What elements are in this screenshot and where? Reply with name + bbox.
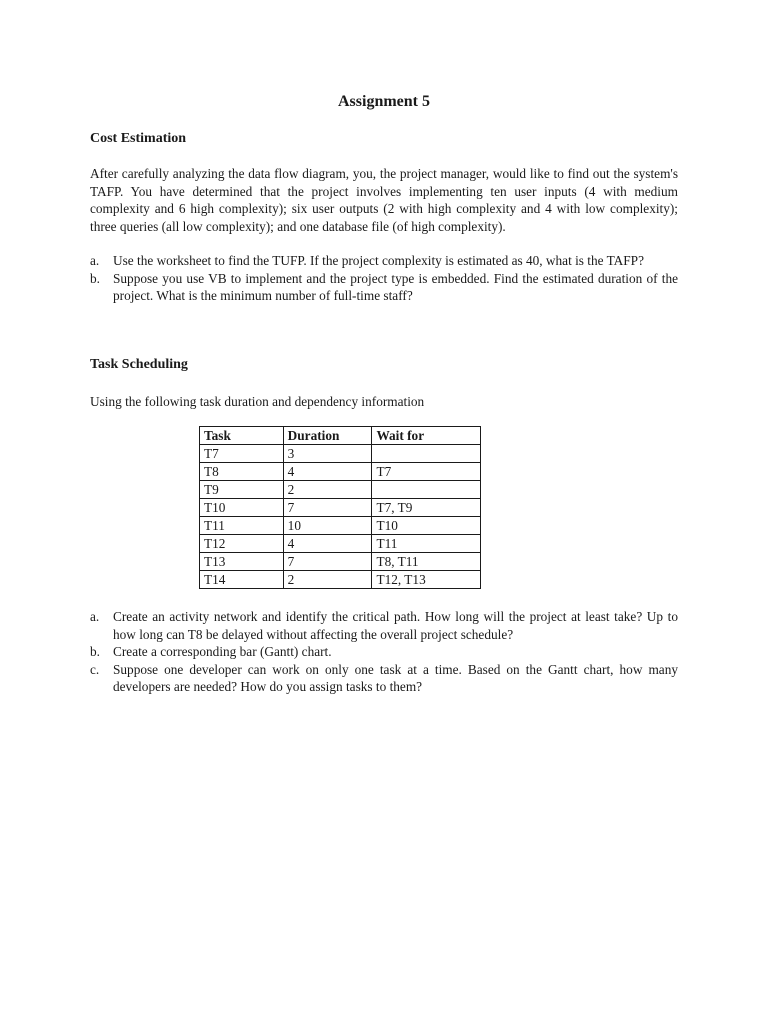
list-marker: c. bbox=[90, 661, 100, 677]
list-marker: b. bbox=[90, 644, 100, 659]
task-cell: T13 bbox=[200, 553, 284, 571]
duration-cell: 7 bbox=[283, 499, 372, 517]
wait-for-cell: T10 bbox=[372, 517, 481, 535]
list-marker: b. bbox=[90, 270, 100, 286]
table-row bbox=[200, 463, 481, 481]
page-title: Assignment 5 bbox=[337, 93, 430, 110]
question-item bbox=[90, 661, 678, 696]
wait-for-cell: T7, T9 bbox=[372, 499, 481, 517]
table-row bbox=[200, 517, 481, 535]
task-cell: T7 bbox=[200, 445, 284, 463]
list-marker: a. bbox=[90, 253, 100, 268]
wait-for-cell: T11 bbox=[372, 535, 481, 553]
question-text: Create a corresponding bar (Gantt) chart. bbox=[113, 644, 332, 659]
duration-cell: 3 bbox=[283, 445, 372, 463]
list-marker: a. bbox=[90, 609, 100, 624]
question-item bbox=[90, 608, 678, 643]
duration-cell: 4 bbox=[283, 535, 372, 553]
wait-for-cell bbox=[372, 481, 481, 499]
table-header-row bbox=[200, 427, 481, 445]
duration-cell: 2 bbox=[283, 571, 372, 589]
task-cell: T11 bbox=[200, 517, 284, 535]
task-cell: T14 bbox=[200, 571, 284, 589]
section-heading-cost-estimation: Cost Estimation bbox=[90, 131, 187, 146]
duration-cell: 7 bbox=[283, 553, 372, 571]
table-row bbox=[200, 535, 481, 553]
table-row bbox=[200, 481, 481, 499]
section-heading-task-scheduling: Task Scheduling bbox=[90, 357, 188, 372]
duration-cell: 4 bbox=[283, 463, 372, 481]
table-row bbox=[200, 499, 481, 517]
question-item bbox=[90, 643, 678, 661]
table-row bbox=[200, 571, 481, 589]
question-text: Suppose you use VB to implement and the project type is embedded. Find the estimated duration of the project. What is the minimum number of full-time staff? bbox=[113, 270, 678, 303]
cost-estimation-questions bbox=[90, 252, 678, 305]
duration-cell: 10 bbox=[283, 517, 372, 535]
table-row bbox=[200, 553, 481, 571]
question-item bbox=[90, 270, 678, 305]
cost-estimation-paragraph: After carefully analyzing the data flow diagram, you, the project manager, would like to find out the system's TAFP. You have determined that the project involves implementing ten user inputs (4 with medium complexity and 6 high complexity); six user outputs (2 with high complexity and 4 with low complexity); three queries (all low complexity); and one database file (of high complexity). bbox=[90, 166, 678, 234]
question-text: Create an activity network and identify the critical path. How long will the project at least take? Up to how long can T8 be delayed without affecting the overall project schedule? bbox=[113, 609, 678, 642]
wait-for-cell: T7 bbox=[372, 463, 481, 481]
question-text: Use the worksheet to find the TUFP. If the project complexity is estimated as 40, what is the TAFP? bbox=[113, 253, 644, 268]
wait-for-cell: T12, T13 bbox=[372, 571, 481, 589]
task-cell: T8 bbox=[200, 463, 284, 481]
column-header-task: Task bbox=[200, 427, 284, 445]
table-row bbox=[200, 445, 481, 463]
task-table bbox=[199, 426, 481, 589]
task-cell: T12 bbox=[200, 535, 284, 553]
question-item bbox=[90, 252, 678, 270]
task-scheduling-questions bbox=[90, 608, 678, 696]
task-scheduling-intro: Using the following task duration and dependency information bbox=[90, 394, 425, 409]
wait-for-cell: T8, T11 bbox=[372, 553, 481, 571]
wait-for-cell bbox=[372, 445, 481, 463]
column-header-wait-for: Wait for bbox=[372, 427, 481, 445]
task-cell: T9 bbox=[200, 481, 284, 499]
column-header-duration: Duration bbox=[283, 427, 372, 445]
question-text: Suppose one developer can work on only one task at a time. Based on the Gantt chart, how many developers are needed? How do you assign tasks to them? bbox=[113, 661, 678, 694]
task-cell: T10 bbox=[200, 499, 284, 517]
duration-cell: 2 bbox=[283, 481, 372, 499]
